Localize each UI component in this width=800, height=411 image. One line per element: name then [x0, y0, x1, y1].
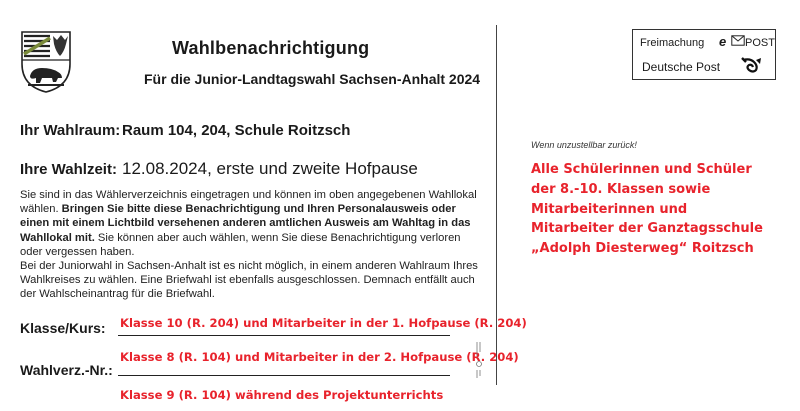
coat-of-arms-icon — [20, 30, 72, 94]
klasse-handwritten-note: Klasse 10 (R. 204) und Mitarbeiter in der 1. Hofpause (R. 204) — [120, 316, 527, 330]
time-value: 12.08.2024, erste und zweite Hofpause — [122, 159, 418, 178]
info-text: Sie sind in das Wählerverzeichnis eingetragen und können im oben angegebenen Wahllokal wählen. — [20, 189, 477, 216]
info-paragraph-2: Bei der Juniorwahl in Sachsen-Anhalt ist es nicht möglich, in einem anderen Wahlraum Ihres Wahlkreises zu wählen. Eine Briefwahl ist ebenfalls ausgeschlossen. Demnach entfällt auch der Wahlscheinantrag für die Briefwahl. — [20, 260, 478, 301]
info-text: Sie können aber auch wählen, wenn Sie diese Benachrichtigung verloren oder vergessen haben. — [20, 231, 461, 258]
address-line: der 8.-10. Klassen sowie — [531, 181, 711, 197]
post-horn-icon — [740, 56, 762, 74]
document-subtitle: Für die Junior-Landtagswahl Sachsen-Anhalt 2024 — [144, 71, 481, 87]
card-divider — [496, 25, 497, 385]
document-title: Wahlbenachrichtigung — [172, 38, 370, 58]
post-label: POST — [745, 37, 775, 49]
address-line: Mitarbeiter der Ganztagsschule — [531, 221, 763, 237]
room-label: Ihr Wahlraum: — [20, 122, 121, 139]
project-handwritten-note: Klasse 9 (R. 104) während des Projektunterrichts — [120, 388, 444, 402]
recipient-address — [531, 160, 793, 259]
verz-line — [118, 375, 450, 376]
info-bold-text: Bringen Sie bitte diese Benachrichtigung und Ihren Personalausweis oder einen mit einem Lichtbild versehenen anderen amtlichen Ausweis am Wahltag in das Wahllokal mit. — [20, 203, 471, 244]
return-note: Wenn unzustellbar zurück! — [531, 140, 637, 150]
deutsche-post-label: Deutsche Post — [642, 60, 721, 74]
envelope-icon — [731, 35, 745, 46]
info-paragraph-1 — [20, 188, 482, 259]
klasse-label: Klasse/Kurs: — [20, 320, 106, 336]
klasse-line — [118, 335, 450, 336]
address-line: Alle Schülerinnen und Schüler — [531, 162, 752, 177]
room-value: Raum 104, 204, Schule Roitzsch — [122, 122, 351, 139]
e-post-mark: e — [719, 34, 727, 49]
verz-handwritten-note: Klasse 8 (R. 104) und Mitarbeiter in der 2. Hofpause (R. 204) — [120, 350, 519, 364]
address-line: Mitarbeiterinnen und — [531, 201, 688, 217]
address-line: „Adolph Diesterweg“ Roitzsch — [531, 241, 754, 257]
verz-label: Wahlverz.-Nr.: — [20, 362, 113, 378]
print-code-mark — [474, 340, 484, 380]
time-label: Ihre Wahlzeit: — [20, 161, 117, 178]
freimachung-label: Freimachung — [640, 37, 705, 49]
